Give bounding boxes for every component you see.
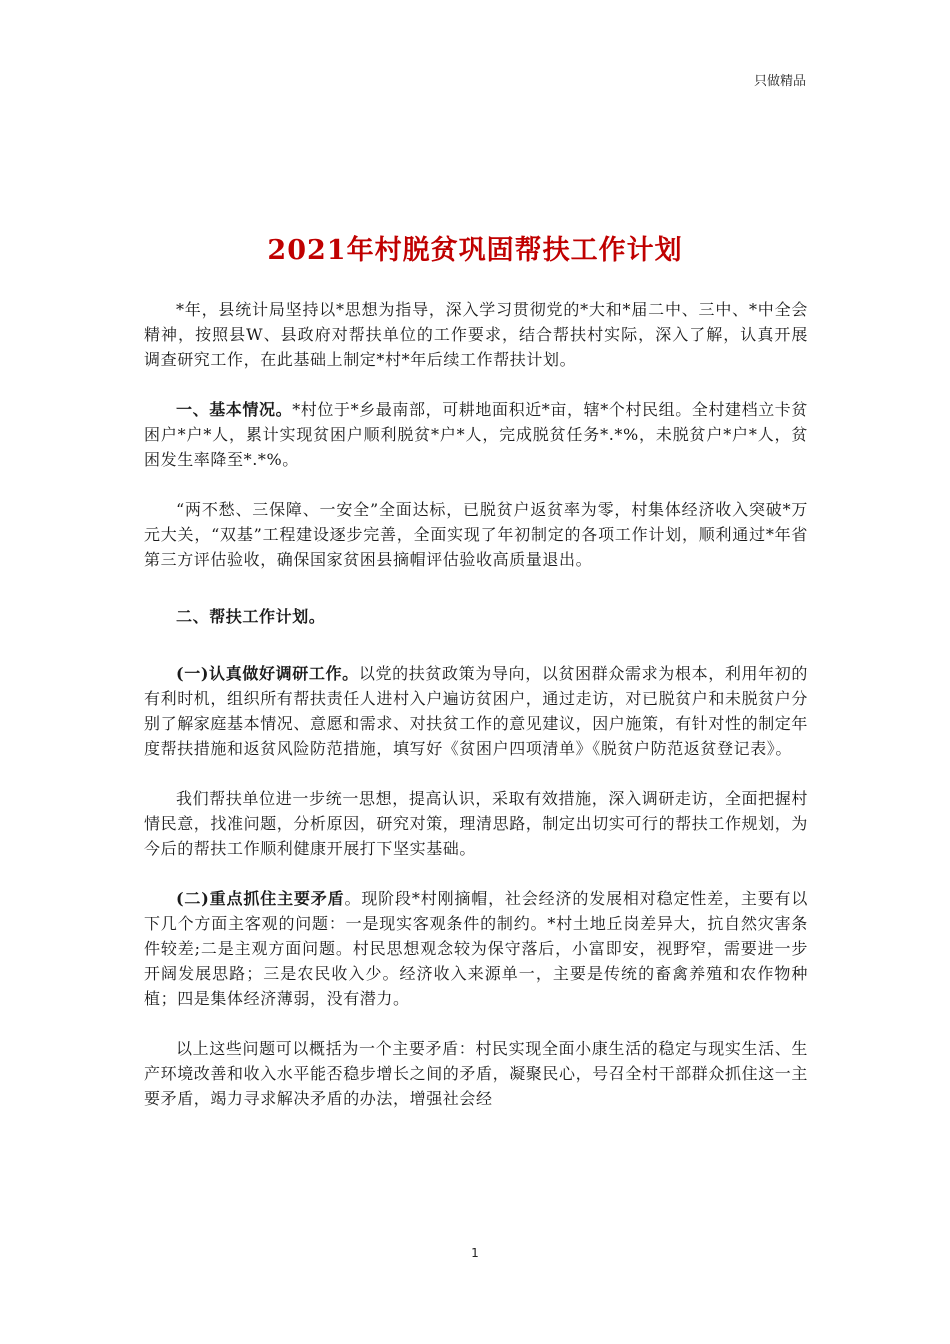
document-body (144, 297, 808, 1111)
section1-text: *村位于*乡最南部，可耕地面积近*亩，辖*个村民组。全村建档立卡贫困户*户*人，累计实现贫困户顺利脱贫*户*人，完成脱贫任务*.*%，未脱贫户*户*人，贫困发生率降至*.*%。 (144, 400, 809, 469)
paragraph-spacer (144, 1011, 808, 1036)
section2-heading-paragraph (144, 604, 808, 629)
contradiction-followup-paragraph: 以上这些问题可以概括为一个主要矛盾：村民实现全面小康生活的稳定与现实生活、生产环境改善和收入水平能否稳步增长之间的矛盾，凝聚民心，号召全村干部群众抓住这一主要矛盾，竭力寻求解决矛盾的办法，增强社会经 (144, 1039, 809, 1108)
section1-heading: 一、基本情况。 (176, 400, 293, 419)
paragraph-spacer (144, 629, 808, 661)
basic-situation-paragraph (144, 397, 808, 472)
document-title: 2021年村脱贫巩固帮扶工作计划 (267, 235, 683, 266)
achievement-paragraph: “两不愁、三保障、一安全”全面达标，已脱贫户返贫率为零，村集体经济收入突破*万元大关，“双基”工程建设逐步完善，全面实现了年初制定的各项工作计划，顺利通过*年省第三方评估验收，确保国家贫困县摘帽评估验收高质量退出。 (144, 500, 808, 569)
research-followup-paragraph: 我们帮扶单位进一步统一思想，提高认识，采取有效措施，深入调研走访，全面把握村情民意，找准问题，分析原因，研究对策，理清思路，制定出切实可行的帮扶工作规划，为今后的帮扶工作顺利健康开展打下坚实基础。 (144, 789, 809, 858)
item2-text: 。现阶段*村刚摘帽，社会经济的发展相对稳定性差，主要有以下几个方面主客观的问题：一是现实客观条件的制约。*村土地丘岗差异大，抗自然灾害条件较差;二是主观方面问题。村民思想观念较为保守落后，小富即安，视野窄，需要进一步开阔发展思路；三是农民收入少。经济收入来源单一，主要是传统的畜禽养殖和农作物种植；四是集体经济薄弱，没有潜力。 (144, 889, 808, 1008)
item1-heading: (一)认真做好调研工作。 (176, 664, 359, 683)
header-note: 只做精品 (753, 74, 806, 89)
paragraph-spacer (144, 572, 808, 604)
item2-heading: (二)重点抓住主要矛盾 (176, 889, 345, 908)
item1-text: 以党的扶贫政策为导向，以贫困群众需求为根本，利用年初的有利时机，组织所有帮扶责任人进村入户遍访贫困户，通过走访，对已脱贫户和未脱贫户分别了解家庭基本情况、意愿和需求、对扶贫工作的意见建议，因户施策，有针对性的制定年度帮扶措施和返贫风险防范措施，填写好《贫困户四项清单》《脱贫户防范返贫登记表》。 (144, 664, 809, 758)
paragraph-spacer (144, 372, 808, 397)
paragraph-spacer (144, 861, 808, 886)
intro-paragraph: *年，县统计局坚持以*思想为指导，深入学习贯彻党的*大和*届二中、三中、*中全会精神，按照县W、县政府对帮扶单位的工作要求，结合帮扶村实际，深入了解，认真开展调查研究工作，在此基础上制定*村*年后续工作帮扶计划。 (144, 300, 808, 369)
contradiction-paragraph (144, 886, 808, 1011)
paragraph-spacer (144, 472, 808, 497)
page-number: 1 (471, 1246, 479, 1260)
section2-heading: 二、帮扶工作计划。 (176, 607, 326, 626)
paragraph-spacer (144, 761, 808, 786)
research-paragraph (144, 661, 808, 761)
